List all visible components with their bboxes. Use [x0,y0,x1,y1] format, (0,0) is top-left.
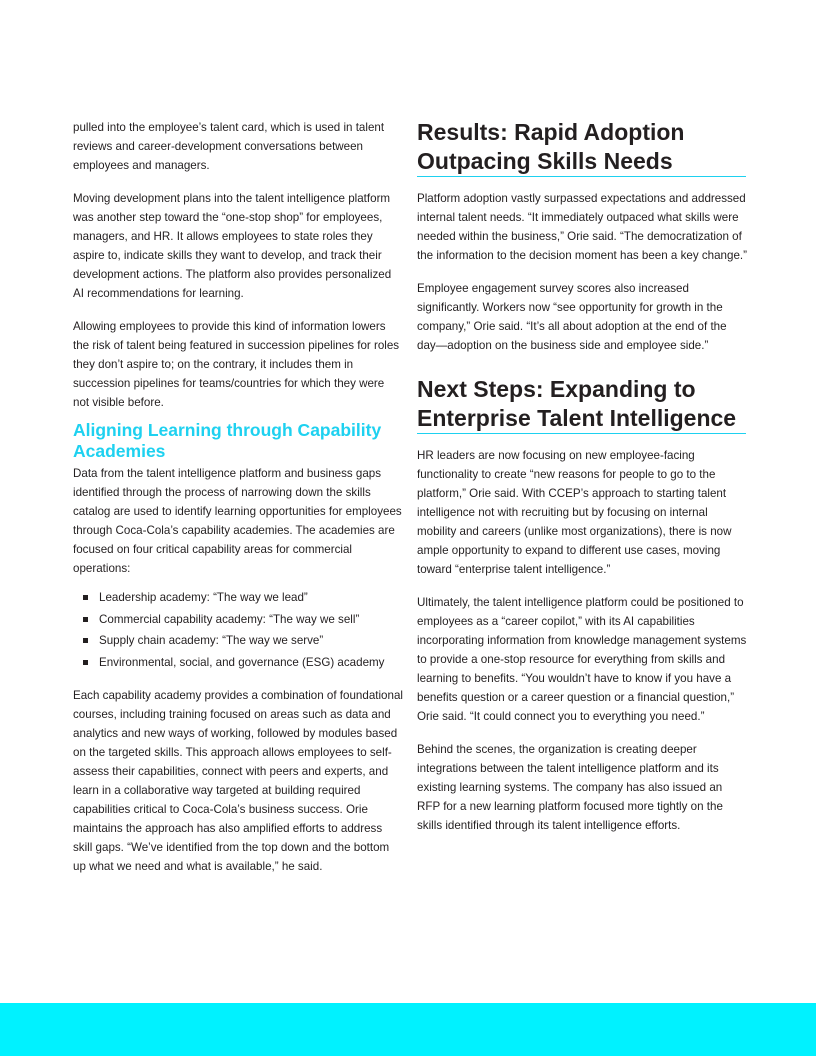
bullet-square-icon [83,617,88,622]
bullet-square-icon [83,638,88,643]
paragraph: Allowing employees to provide this kind of information lowers the risk of talent being featured in succession pipelines for roles they don’t aspire to; on the contrary, it includes them in succession pipelines for teams/countries for which they were not visible before. [73,320,400,409]
paragraph: Employee engagement survey scores also increased significantly. Workers now “see opportunity for growth in the company,” Orie said. “It’s all about adoption at the end of the day—adoption on the business side and employee side.” [417,282,727,352]
paragraph: Behind the scenes, the organization is creating deeper integrations between the talent intelligence platform and its existing learning systems. The company has also issued an RFP for a new learning platform focused more tightly on the skills identified through its talent intelligence efforts. [417,743,723,832]
section-heading-capability-academies: Aligning Learning through Capability Academies [73,420,382,461]
paragraph: HR leaders are now focusing on new employee-facing functionality to create “new reasons for people to go to the platform,” Orie said. With CCEP’s approach to starting talent intelligence not with recruiting but by focusing on internal mobility and careers (unlike most organizations), there is now ample opportunity to expand to different use cases, moving toward “enterprise talent intelligence.” [417,449,732,576]
paragraph: Each capability academy provides a combination of foundational courses, including training focused on areas such as data and analytics and new ways of working, followed by modules based on the targeted skills. This approach allows employees to self-assess their capabilities, connect with peers and experts, and learn in a collaborative way targeted at building required capabilities critical to Coca-Cola’s business success. Orie maintains the approach has also amplified efforts to address skill gaps. “We’ve identified from the top down and the bottom up what we need and what is available,” he said. [73,688,403,873]
paragraph: Data from the talent intelligence platform and business gaps identified through the process of narrowing down the skills catalog are used to identify learning opportunities for employees through Coca-Cola’s capability academies. The academies are focused on four critical capability areas for commercial operations: [73,467,402,575]
list-item: Commercial capability academy: “The way we sell” [73,610,403,629]
paragraph: Platform adoption vastly surpassed expectations and addressed internal talent needs. “It immediately outpaced what skills were needed within the business,” Orie said. “The democratization of the information to the decision moment has been a key change.” [417,192,747,262]
academy-list [73,588,403,672]
bullet-square-icon [83,660,88,665]
heading-rule [417,433,746,434]
left-column [73,118,403,890]
footer-bar [0,1003,816,1056]
list-item: Environmental, social, and governance (ESG) academy [73,653,403,672]
paragraph: pulled into the employee’s talent card, which is used in talent reviews and career-development conversations between employees and managers. [73,121,385,172]
right-column [417,118,747,849]
paragraph: Ultimately, the talent intelligence platform could be positioned to employees as a “career copilot,” with its AI capabilities incorporating information from knowledge management systems to provide a one-stop resource for everything from skills and learning to benefits. “You wouldn’t have to know if you have a benefits question or a career question or a financial question,” Orie said. “It could connect you to everything you need.” [417,596,747,723]
bullet-square-icon [83,595,88,600]
section-heading-next-steps: Next Steps: Expanding to Enterprise Talent Intelligence [417,376,737,431]
paragraph: Moving development plans into the talent intelligence platform was another step toward the “one-stop shop” for employees, managers, and HR. It allows employees to state roles they aspire to, indicate skills they want to develop, and track their development actions. The platform also provides personalized AI recommendations for learning. [73,192,392,300]
list-item: Supply chain academy: “The way we serve” [73,631,403,650]
list-item: Leadership academy: “The way we lead” [73,588,403,607]
section-heading-results: Results: Rapid Adoption Outpacing Skills Needs [417,119,685,174]
heading-rule [417,176,746,177]
